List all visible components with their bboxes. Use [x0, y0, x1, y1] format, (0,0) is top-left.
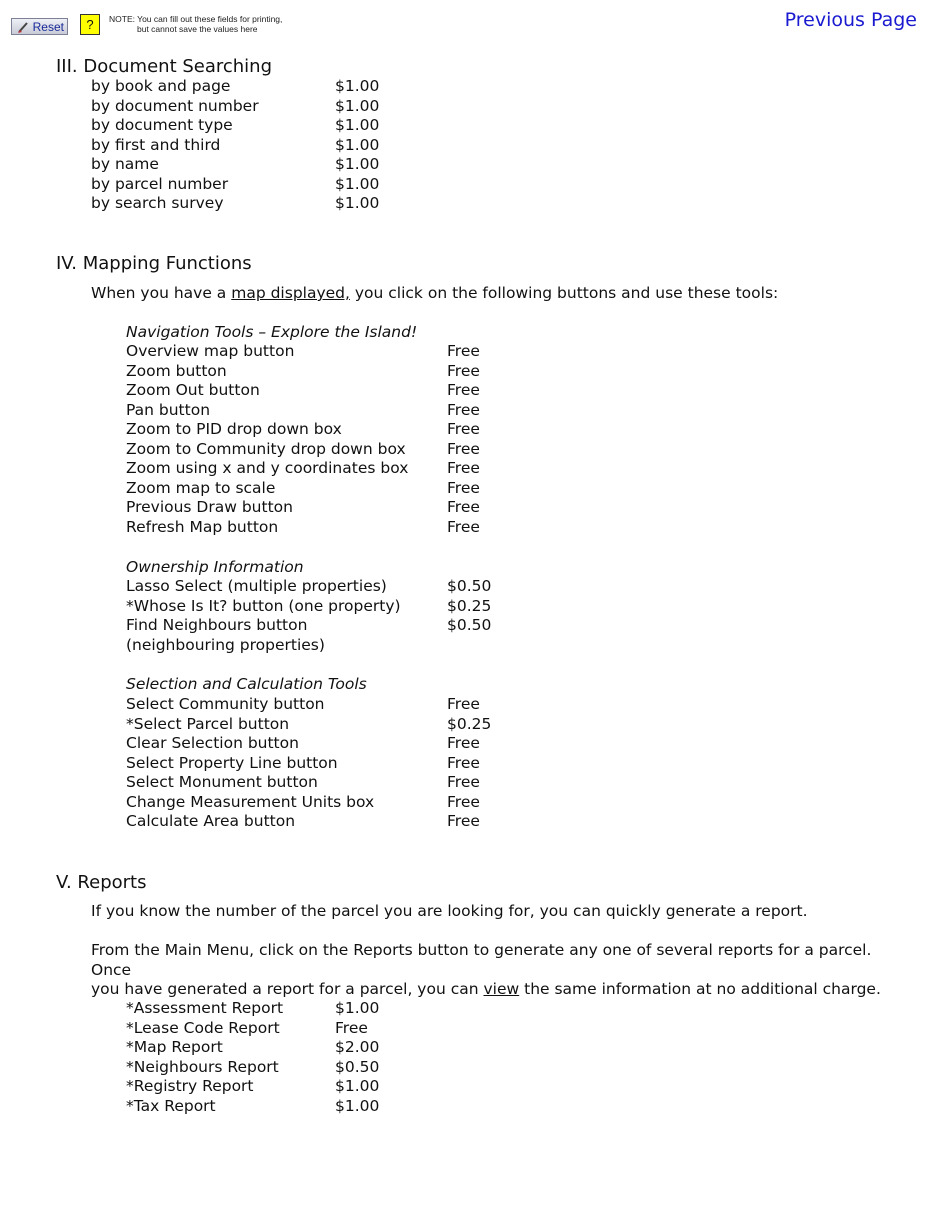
item-price: Free: [335, 1018, 368, 1037]
previous-page-link[interactable]: Previous Page: [784, 9, 917, 31]
item-label: Clear Selection button: [126, 734, 299, 753]
item-label: Select Community button: [126, 695, 325, 713]
item-price: Free: [447, 753, 480, 772]
item-price: $1.00: [335, 1096, 380, 1115]
item-label: *Lease Code Report: [126, 1018, 280, 1037]
item-price: $1.00: [335, 96, 380, 115]
item-price: Free: [447, 498, 480, 517]
item-label: Zoom Out button: [126, 381, 260, 400]
item-price: Free: [447, 734, 480, 753]
item-price: Free: [447, 400, 480, 419]
item-label: by name: [91, 155, 159, 174]
item-price: Free: [447, 478, 480, 497]
item-price: $1.00: [335, 1077, 380, 1096]
item-label: by document number: [91, 96, 259, 115]
navigation-tools-title: Navigation Tools – Explore the Island!: [126, 323, 418, 341]
section-reports-title: V. Reports: [56, 872, 147, 893]
item-label: Zoom map to scale: [126, 478, 276, 497]
item-price: Free: [447, 459, 480, 478]
print-note: [109, 14, 309, 34]
section-mapping-functions-title: IV. Mapping Functions: [56, 253, 252, 274]
item-price: $1.00: [335, 174, 380, 193]
reset-button[interactable]: [11, 18, 68, 35]
map-displayed-link[interactable]: map displayed,: [231, 284, 350, 302]
item-price: $2.00: [335, 1038, 380, 1057]
item-label: Zoom button: [126, 361, 227, 380]
ownership-info-title: Ownership Information: [126, 558, 304, 576]
item-price: Free: [447, 439, 480, 458]
item-label: *Whose Is It? button (one property): [126, 596, 401, 615]
item-price: $0.50: [335, 1057, 380, 1076]
item-price: Free: [447, 517, 480, 536]
section-document-searching-title: III. Document Searching: [56, 56, 273, 77]
item-price: Free: [447, 695, 480, 713]
reports-para-2-line-1: From the Main Menu, click on the Reports button to generate any one of several reports for a parcel. Once: [91, 941, 872, 979]
item-price: Free: [447, 381, 480, 400]
help-button[interactable]: ?: [80, 14, 100, 35]
item-price: $1.00: [335, 194, 380, 213]
item-price: $0.25: [447, 714, 492, 733]
item-label: by parcel number: [91, 174, 229, 193]
eraser-icon: [16, 20, 30, 34]
intro-text-end: you click on the following buttons and use these tools:: [349, 284, 779, 302]
item-price: $0.50: [447, 616, 492, 635]
item-label: Zoom to Community drop down box: [126, 439, 406, 458]
item-label: Lasso Select (multiple properties): [126, 577, 387, 595]
item-label: Overview map button: [126, 342, 295, 360]
item-label: *Neighbours Report: [126, 1057, 279, 1076]
item-label: Change Measurement Units box: [126, 792, 375, 811]
item-label: Find Neighbours button: [126, 616, 308, 635]
item-label: Zoom using x and y coordinates box: [126, 459, 409, 478]
item-price: $1.00: [335, 155, 380, 174]
item-label: Previous Draw button: [126, 498, 293, 517]
item-label: by first and third: [91, 135, 221, 154]
view-link[interactable]: view: [483, 980, 520, 999]
reports-para-2-line-2-end: the same information at no additional charge.: [519, 980, 881, 999]
item-label: *Registry Report: [126, 1077, 254, 1096]
item-label: Select Monument button: [126, 773, 318, 792]
item-price: $1.00: [335, 116, 380, 135]
item-price: Free: [447, 812, 480, 831]
item-price: Free: [447, 361, 480, 380]
note-line-2: but cannot save the values here: [137, 24, 258, 34]
item-label: by search survey: [91, 194, 224, 213]
item-price: $1.00: [335, 999, 380, 1017]
item-label: by document type: [91, 116, 233, 135]
item-label: Select Property Line button: [126, 753, 338, 772]
item-price: Free: [447, 420, 480, 439]
item-label: (neighbouring properties): [126, 635, 325, 654]
reports-para-2: [91, 941, 911, 1000]
item-label: *Assessment Report: [126, 999, 284, 1017]
item-label: *Map Report: [126, 1038, 223, 1057]
item-price: $0.25: [447, 596, 492, 615]
item-label: Calculate Area button: [126, 812, 296, 831]
reports-para-1: If you know the number of the parcel you are looking for, you can quickly generate a report.: [91, 902, 808, 920]
note-line-1: NOTE: You can fill out these fields for printing,: [109, 14, 283, 24]
item-price: $1.00: [335, 135, 380, 154]
reports-para-2-line-2: you have generated a report for a parcel, you can: [91, 980, 484, 999]
item-label: by book and page: [91, 77, 231, 95]
item-label: Refresh Map button: [126, 517, 279, 536]
mapping-intro: [91, 284, 911, 304]
item-price: $0.50: [447, 577, 492, 595]
intro-text: When you have a: [91, 284, 232, 302]
item-label: Pan button: [126, 400, 211, 419]
item-price: Free: [447, 342, 480, 360]
reset-label: Reset: [32, 19, 64, 34]
selection-tools-title: Selection and Calculation Tools: [126, 675, 367, 693]
item-price: Free: [447, 792, 480, 811]
item-label: *Select Parcel button: [126, 714, 290, 733]
item-label: Zoom to PID drop down box: [126, 420, 342, 439]
item-price: Free: [447, 773, 480, 792]
item-label: *Tax Report: [126, 1096, 216, 1115]
item-price: $1.00: [335, 77, 380, 95]
